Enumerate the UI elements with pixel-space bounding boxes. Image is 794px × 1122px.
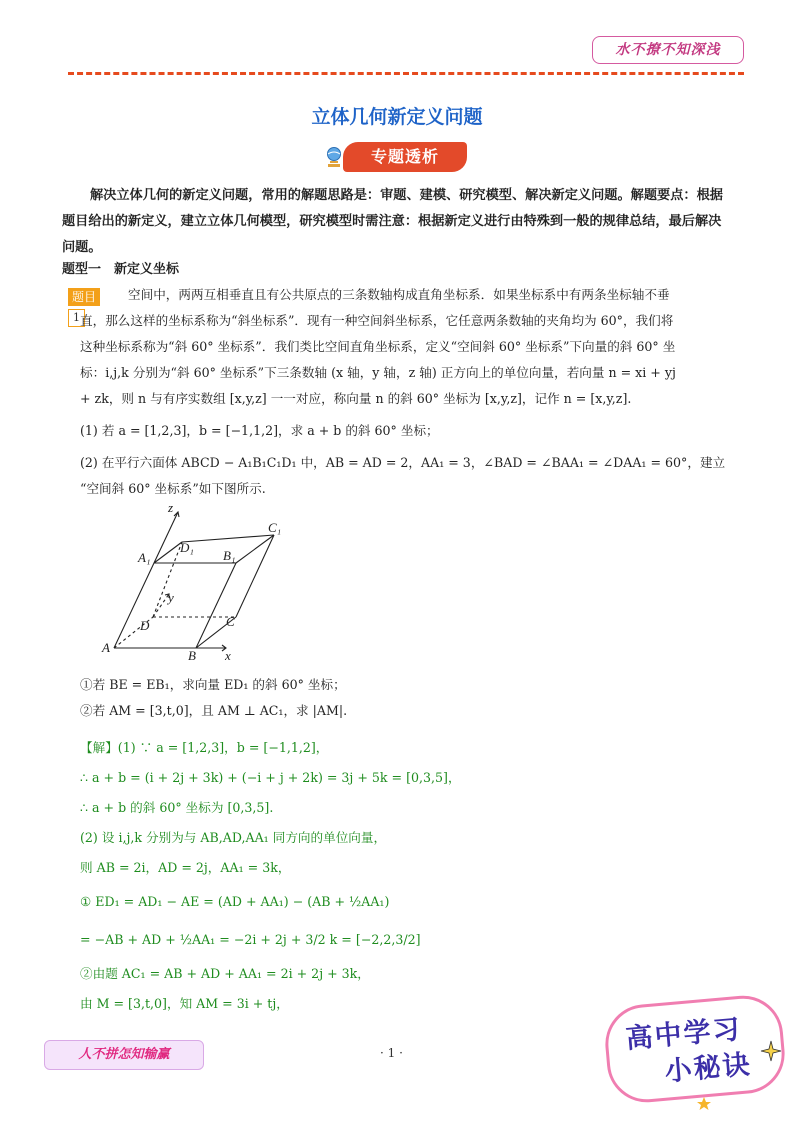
label-B1: B₁ [223, 548, 236, 563]
footer-motto: 人不拼怎知输赢 [44, 1040, 204, 1070]
edge-A1D1 [154, 542, 182, 563]
solution-line: = −AB + AD + ½AA₁ = −2i + 2j + 3/2 k = [−2,2,3/2] [80, 932, 421, 947]
header-motto-tag: 水不撩不知深浅 [592, 36, 744, 64]
edge-B1C1 [236, 535, 274, 563]
question-line: 标：i,j,k 分别为“斜 60° 坐标系”下三条数轴 (x 轴，y 轴，z 轴) 正方向上的单位向量，若向量 n = xi + yj [80, 365, 676, 380]
question-sub-2: ②若 AM = [3,t,0]，且 AM ⊥ AC₁，求 |AM|. [80, 703, 348, 718]
question-line: + zk，则 n 与有序实数组 [x,y,z] 一一对应，称向量 n 的斜 60° 坐标为 [x,y,z]，记作 n = [x,y,z]. [80, 391, 632, 406]
stamp-line-2: 小秘诀 [663, 1049, 753, 1088]
solution-line: (2) 设 i,j,k 分别为与 AB,AD,AA₁ 同方向的单位向量， [80, 830, 387, 845]
star-icon [697, 1097, 711, 1111]
label-C: C [226, 614, 235, 629]
z-axis [154, 512, 178, 563]
edge-D1C1 [182, 535, 274, 542]
edge-CC1 [236, 535, 274, 617]
question-line: 这种坐标系称为“斜 60° 坐标系”．我们类比空间直角坐标系，定义“空间斜 60° 坐标系”下向量的斜 60° 坐 [80, 339, 676, 354]
question-tag-label: 题目 [68, 288, 100, 306]
header-divider [68, 72, 744, 75]
solution-line: ②由题 AC₁ = AB + AD + AA₁ = 2i + 2j + 3k， [80, 966, 370, 981]
solution-block [80, 733, 740, 1019]
question-part-2-cont: “空间斜 60° 坐标系”如下图所示. [80, 481, 266, 496]
question-tag-number: 1 [68, 309, 85, 327]
parallelepiped-figure [96, 500, 306, 670]
label-A: A [102, 640, 110, 655]
question-part-1: (1) 若 a = [1,2,3]，b = [−1,1,2]，求 a + b 的斜 60° 坐标； [80, 423, 439, 438]
solution-line: 则 AB = 2i，AD = 2j，AA₁ = 3k， [80, 860, 291, 875]
edge-BB1 [196, 563, 236, 648]
y-axis [153, 594, 169, 617]
sparkle-icon [760, 1040, 782, 1062]
solution-line: ① ED₁ = AD₁ − AE = (AD + AA₁) − (AB + ½AA₁) [80, 894, 390, 909]
label-A1: A₁ [138, 550, 151, 565]
page-number: · 1 · [380, 1046, 403, 1060]
solution-line: 【解】(1) ∵ a = [1,2,3]，b = [−1,1,2]， [80, 740, 329, 755]
stamp-line-1: 高中学习 [624, 1013, 743, 1055]
intro-paragraph: 解决立体几何的新定义问题，常用的解题思路是：审题、建模、研究模型、解决新定义问题。解题要点：根据题目给出的新定义，建立立体几何模型，研究模型时需注意：根据新定义进行由特殊到一般的规律总结，最后解决问题。 [62, 188, 723, 255]
label-D: D [140, 618, 150, 633]
label-z: z [168, 500, 174, 515]
label-C1: C₁ [268, 520, 282, 535]
globe-icon [325, 146, 343, 168]
solution-line: ∴ a + b 的斜 60° 坐标为 [0,3,5]. [80, 800, 274, 815]
section-title: 题型一 新定义坐标 [62, 262, 180, 277]
label-x: x [225, 648, 231, 663]
solution-line: ∴ a + b = (i + 2j + 3k) + (−i + j + 2k) = 3j + 5k = [0,3,5]， [80, 770, 461, 785]
question-subparts [80, 672, 740, 724]
label-y: y [168, 590, 174, 605]
question-line: 空间中，两两互相垂直且有公共原点的三条数轴构成直角坐标系．如果坐标系中有两条坐标轴不垂 [128, 287, 670, 302]
page-title: 立体几何新定义问题 [311, 106, 483, 128]
label-B: B [188, 648, 196, 663]
question-part-2: (2) 在平行六面体 ABCD − A₁B₁C₁D₁ 中，AB = AD = 2，AA₁ = 3，∠BAD = ∠BAA₁ = ∠DAA₁ = 60°，建立 [80, 455, 726, 470]
question-body [80, 282, 740, 502]
solution-line: 由 M = [3,t,0]，知 AM = 3i + tj， [80, 996, 289, 1011]
label-D1: D₁ [180, 540, 194, 555]
section-badge: 专题透析 [343, 142, 467, 172]
question-line: 直，那么这样的坐标系称为“斜坐标系”．现有一种空间斜坐标系，它任意两条数轴的夹角均为 60°，我们将 [80, 313, 674, 328]
edge-AA1 [114, 563, 154, 648]
question-sub-1: ①若 BE = EB₁，求向量 ED₁ 的斜 60° 坐标； [80, 677, 346, 692]
